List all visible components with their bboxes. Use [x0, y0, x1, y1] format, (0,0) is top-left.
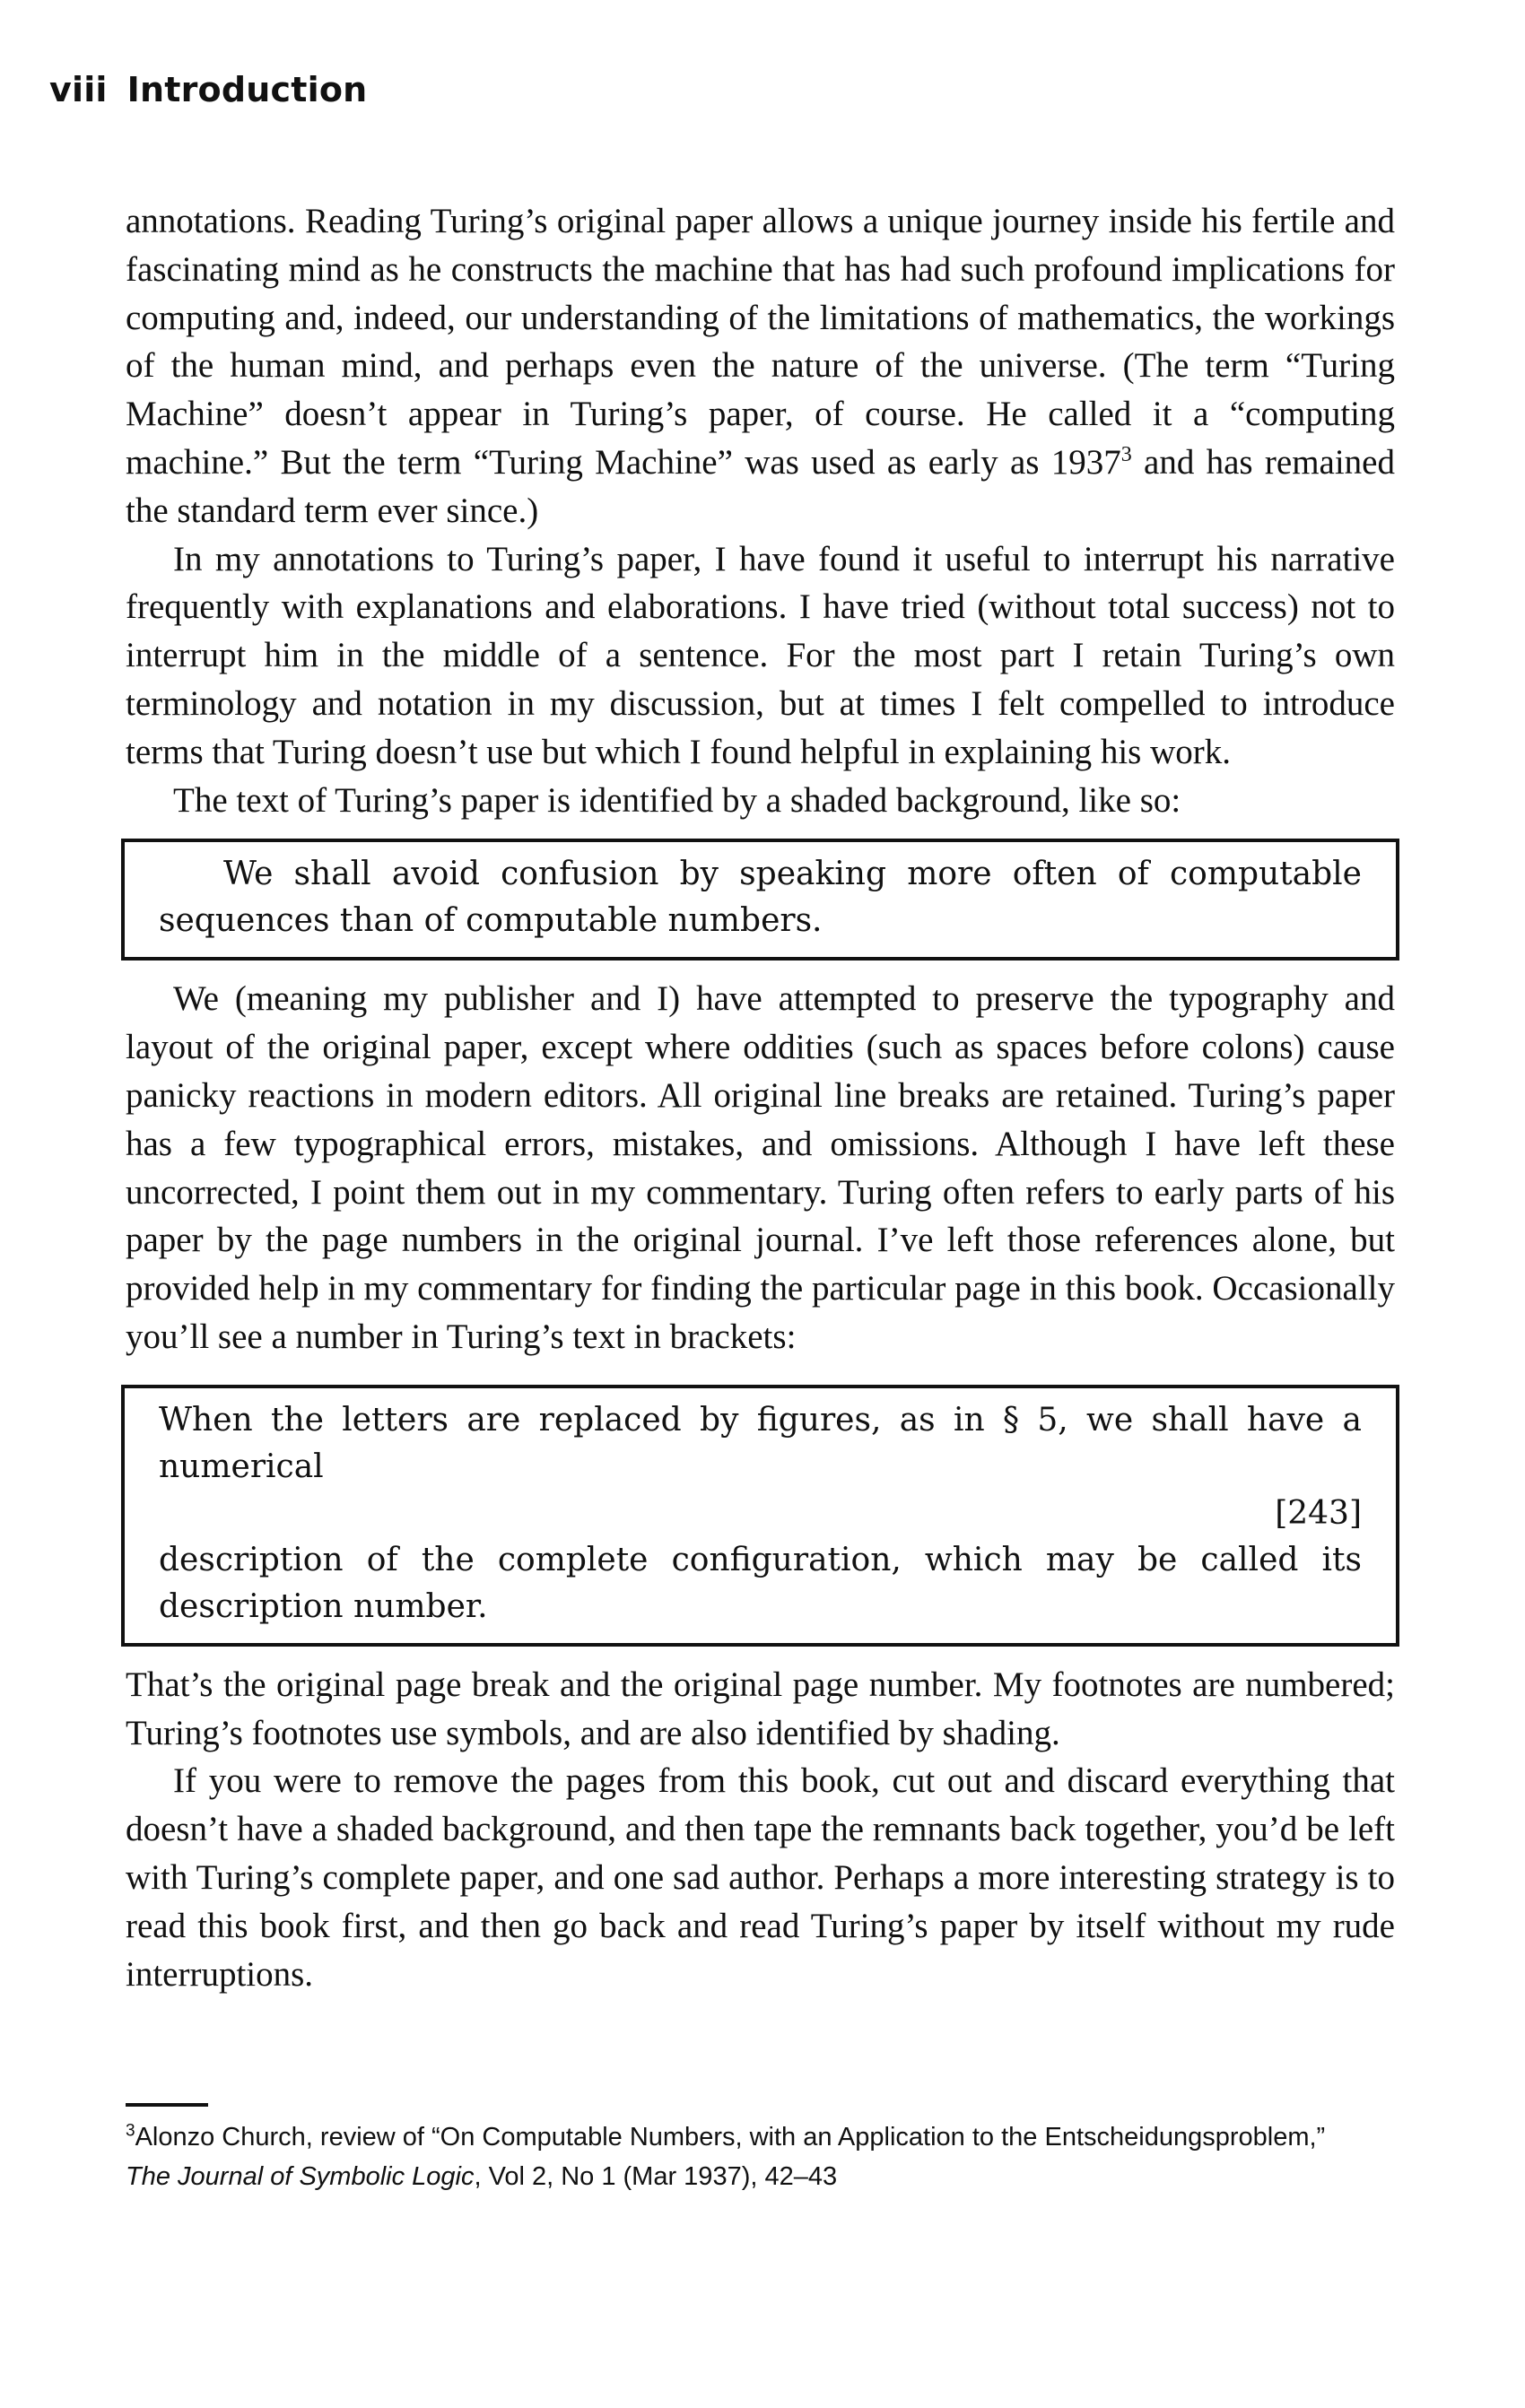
main-text [126, 197, 1395, 1998]
paragraph-3: The text of Turing’s paper is identified by a shaded background, like so: [173, 780, 1181, 820]
turing-excerpt-box-1 [121, 839, 1399, 961]
running-head [49, 70, 367, 109]
section-title: Introduction [126, 70, 368, 109]
turing-excerpt-2-line-2: description of the complete configuration, which may be called its description number. [159, 1541, 1362, 1625]
footnote-ref-3: 3 [1120, 442, 1132, 466]
paragraph-6: If you were to remove the pages from this book, cut out and discard everything that doesn’t have a shaded background, and then tape the remnants back together, you’d be left with Turing’s complete paper, and one sad author. Perhaps a more interesting strategy is to read this book first, and then go back and read Turing’s paper by itself without my rude interruptions. [126, 1761, 1395, 1994]
footnote-text: Alonzo Church, review of “On Computable Numbers, with an Application to the Entscheidungsproblem,” [135, 2123, 1326, 2152]
footnote-rule [126, 2103, 208, 2107]
turing-excerpt-2-line-1: When the letters are replaced by figures, as in § 5, we shall have a numerical [159, 1401, 1362, 1485]
footnote-journal: The Journal of Symbolic Logic [126, 2162, 475, 2191]
footnote-number: 3 [126, 2121, 135, 2141]
paragraph-1-text: annotations. Reading Turing’s original paper allows a unique journey inside his fertile and fascinating mind as he constructs the machine that has had such profound implications for computing and, indeed, our understanding of the limitations of mathematics, the workings of the human mind, and perhaps even the nature of the universe. (The term “Turing Machine” doesn’t appear in Turing’s paper, of course. He called it a “computing machine.” But the term “Turing Machine” was used as early as 1937 [126, 202, 1395, 482]
turing-excerpt-1-text: We shall avoid confusion by speaking more often of computable sequences than of computable numbers. [159, 856, 1362, 940]
footnote-3 [126, 2117, 1399, 2196]
paragraph-1-text-end: and has remained the standard term ever since.) [126, 442, 1395, 530]
footnote-citation: , Vol 2, No 1 (Mar 1937), 42–43 [474, 2162, 838, 2191]
paragraph-5: That’s the original page break and the original page number. My footnotes are numbered; Turing’s footnotes use symbols, and are also identified by shading. [126, 1665, 1395, 1752]
page-number: viii [49, 70, 108, 109]
original-page-number: [243] [1275, 1494, 1362, 1532]
paragraph-1 [126, 197, 1395, 535]
paragraph-4: We (meaning my publisher and I) have attempted to preserve the typography and layout of the original paper, except where oddities (such as spaces before colons) cause panicky reactions in modern editors. All original line breaks are retained. Turing’s paper has a few typographical errors, mistakes, and omissions. Although I have left these uncorrected, I point them out in my commentary. Turing often refers to early parts of his paper by the page numbers in the original journal. I’ve left those references alone, but provided help in my commentary for finding the particular page in this book. Occasionally you’ll see a number in Turing’s text in brackets: [126, 979, 1395, 1356]
paragraph-2: In my annotations to Turing’s paper, I have found it useful to interrupt his narrative frequently with explanations and elaborations. I have tried (without total success) not to interrupt him in the middle of a sentence. For the most part I retain Turing’s own terminology and notation in my discussion, but at times I felt compelled to introduce terms that Turing doesn’t use but which I found helpful in explaining his work. [126, 539, 1395, 771]
footnotes [126, 2103, 1399, 2196]
turing-excerpt-box-2 [121, 1385, 1399, 1647]
